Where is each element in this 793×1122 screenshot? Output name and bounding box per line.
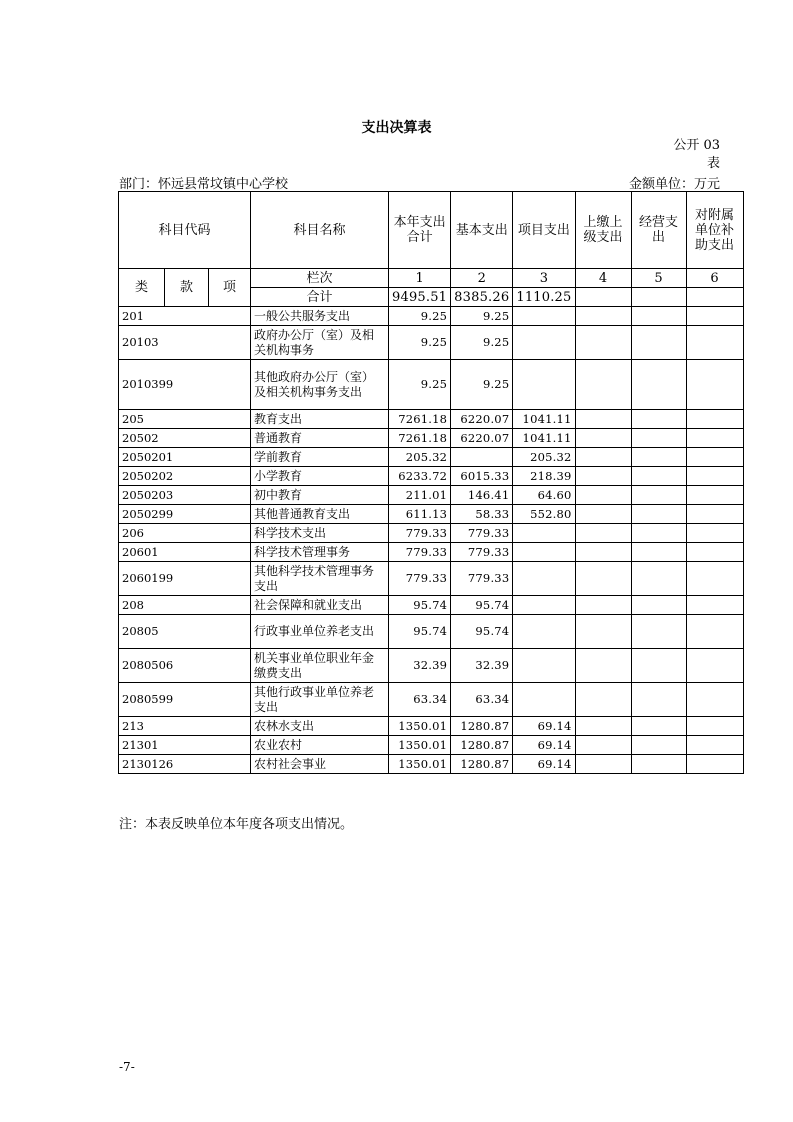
row-col6	[686, 543, 743, 562]
row-name: 农林水支出	[251, 717, 389, 736]
row-col1: 211.01	[389, 486, 451, 505]
row-code: 20103	[119, 326, 251, 360]
row-col3	[513, 596, 575, 615]
row-col3	[513, 649, 575, 683]
row-col5	[631, 467, 686, 486]
row-col6	[686, 486, 743, 505]
row-col1: 779.33	[389, 543, 451, 562]
table-row	[119, 360, 744, 410]
row-col2: 9.25	[451, 326, 513, 360]
table-row	[119, 410, 744, 429]
row-col2: 6220.07	[451, 429, 513, 448]
row-col1: 9.25	[389, 360, 451, 410]
header-lei: 类	[119, 269, 165, 307]
row-name: 学前教育	[251, 448, 389, 467]
row-col5	[631, 448, 686, 467]
amount-unit-label: 金额单位：万元	[628, 177, 720, 192]
row-col3: 69.14	[513, 755, 575, 774]
row-col1: 9.25	[389, 326, 451, 360]
row-col2: 1280.87	[451, 736, 513, 755]
row-col2: 9.25	[451, 360, 513, 410]
row-col1: 1350.01	[389, 717, 451, 736]
table-note: 注：本表反映单位本年度各项支出情况。	[119, 817, 354, 832]
row-col6	[686, 736, 743, 755]
row-col1: 95.74	[389, 615, 451, 649]
row-name: 其他政府办公厅（室）及相关机构事务支出	[251, 360, 389, 410]
row-col6	[686, 717, 743, 736]
row-col5	[631, 326, 686, 360]
row-col5	[631, 683, 686, 717]
col-number-1: 1	[389, 269, 451, 288]
table-row	[119, 486, 744, 505]
table-row	[119, 755, 744, 774]
row-col5	[631, 307, 686, 326]
row-col1: 95.74	[389, 596, 451, 615]
row-col3: 205.32	[513, 448, 575, 467]
row-col2: 146.41	[451, 486, 513, 505]
total-col5	[631, 288, 686, 307]
table-row	[119, 448, 744, 467]
row-col6	[686, 505, 743, 524]
row-col2: 1280.87	[451, 717, 513, 736]
row-col5	[631, 717, 686, 736]
row-col2: 779.33	[451, 562, 513, 596]
row-col3: 69.14	[513, 717, 575, 736]
form-code-line-2: 表	[706, 156, 720, 171]
row-col6	[686, 410, 743, 429]
row-code: 21301	[119, 736, 251, 755]
total-label: 合计	[251, 288, 389, 307]
row-col1: 779.33	[389, 562, 451, 596]
row-col1: 6233.72	[389, 467, 451, 486]
row-name: 政府办公厅（室）及相关机构事务	[251, 326, 389, 360]
row-code: 2130126	[119, 755, 251, 774]
table-row	[119, 562, 744, 596]
row-col5	[631, 505, 686, 524]
row-col6	[686, 615, 743, 649]
total-col3: 1110.25	[513, 288, 575, 307]
row-code: 2050202	[119, 467, 251, 486]
row-col5	[631, 524, 686, 543]
row-col4	[575, 410, 631, 429]
row-col2: 779.33	[451, 543, 513, 562]
row-col3: 1041.11	[513, 429, 575, 448]
header-col6: 对附属单位补助支出	[686, 192, 743, 269]
row-name: 机关事业单位职业年金缴费支出	[251, 649, 389, 683]
row-col5	[631, 429, 686, 448]
row-col3: 552.80	[513, 505, 575, 524]
row-col1: 9.25	[389, 307, 451, 326]
row-name: 农业农村	[251, 736, 389, 755]
header-col2: 基本支出	[451, 192, 513, 269]
row-col3	[513, 562, 575, 596]
row-col5	[631, 615, 686, 649]
header-col4: 上缴上级支出	[575, 192, 631, 269]
table-row	[119, 543, 744, 562]
row-col6	[686, 649, 743, 683]
row-col4	[575, 429, 631, 448]
total-col2: 8385.26	[451, 288, 513, 307]
row-col4	[575, 755, 631, 774]
row-code: 20601	[119, 543, 251, 562]
row-col6	[686, 683, 743, 717]
table-row	[119, 326, 744, 360]
row-col5	[631, 596, 686, 615]
row-name: 教育支出	[251, 410, 389, 429]
table-row	[119, 524, 744, 543]
row-col4	[575, 505, 631, 524]
col-number-3: 3	[513, 269, 575, 288]
row-col1: 611.13	[389, 505, 451, 524]
row-name: 其他科学技术管理事务支出	[251, 562, 389, 596]
row-col4	[575, 683, 631, 717]
row-col2: 32.39	[451, 649, 513, 683]
row-col3	[513, 524, 575, 543]
row-col1: 205.32	[389, 448, 451, 467]
row-col5	[631, 360, 686, 410]
row-col5	[631, 410, 686, 429]
row-code: 201	[119, 307, 251, 326]
row-col6	[686, 429, 743, 448]
total-col4	[575, 288, 631, 307]
header-col3: 项目支出	[513, 192, 575, 269]
row-col2	[451, 448, 513, 467]
row-col5	[631, 543, 686, 562]
col-number-2: 2	[451, 269, 513, 288]
row-code: 2060199	[119, 562, 251, 596]
header-row	[119, 192, 744, 269]
row-col3	[513, 683, 575, 717]
header-kuan: 款	[165, 269, 209, 307]
row-col6	[686, 596, 743, 615]
row-name: 初中教育	[251, 486, 389, 505]
row-name: 普通教育	[251, 429, 389, 448]
header-subject-code: 科目代码	[119, 192, 251, 269]
row-col1: 63.34	[389, 683, 451, 717]
form-code-line-1: 公开 03	[673, 138, 720, 153]
row-col3	[513, 615, 575, 649]
column-number-row	[119, 269, 744, 288]
row-col5	[631, 736, 686, 755]
row-col6	[686, 307, 743, 326]
row-col1: 32.39	[389, 649, 451, 683]
row-col2: 95.74	[451, 596, 513, 615]
row-code: 20805	[119, 615, 251, 649]
row-col4	[575, 717, 631, 736]
row-code: 208	[119, 596, 251, 615]
header-xiang: 项	[209, 269, 251, 307]
row-col4	[575, 326, 631, 360]
row-col2: 95.74	[451, 615, 513, 649]
page-number: -7-	[119, 1060, 135, 1074]
row-col4	[575, 543, 631, 562]
row-col6	[686, 524, 743, 543]
row-col3	[513, 543, 575, 562]
row-name: 社会保障和就业支出	[251, 596, 389, 615]
row-col1: 7261.18	[389, 410, 451, 429]
row-code: 213	[119, 717, 251, 736]
total-col1: 9495.51	[389, 288, 451, 307]
page-title: 支出决算表	[361, 120, 432, 136]
row-col4	[575, 649, 631, 683]
table-row	[119, 467, 744, 486]
table-row	[119, 683, 744, 717]
row-col4	[575, 562, 631, 596]
col-number-6: 6	[686, 269, 743, 288]
row-name: 其他行政事业单位养老支出	[251, 683, 389, 717]
row-col4	[575, 615, 631, 649]
row-col4	[575, 467, 631, 486]
col-number-4: 4	[575, 269, 631, 288]
row-col4	[575, 360, 631, 410]
row-col2: 63.34	[451, 683, 513, 717]
row-col3	[513, 326, 575, 360]
row-name: 科学技术支出	[251, 524, 389, 543]
row-col4	[575, 596, 631, 615]
row-col1: 1350.01	[389, 755, 451, 774]
row-col6	[686, 562, 743, 596]
row-col5	[631, 649, 686, 683]
header-subject-name: 科目名称	[251, 192, 389, 269]
row-col6	[686, 326, 743, 360]
department-label: 部门：怀远县常坟镇中心学校	[119, 177, 289, 192]
table-row	[119, 429, 744, 448]
row-code: 2080506	[119, 649, 251, 683]
row-col6	[686, 755, 743, 774]
row-code: 205	[119, 410, 251, 429]
row-name: 一般公共服务支出	[251, 307, 389, 326]
row-col2: 6220.07	[451, 410, 513, 429]
row-name: 其他普通教育支出	[251, 505, 389, 524]
row-col1: 7261.18	[389, 429, 451, 448]
row-col2: 58.33	[451, 505, 513, 524]
table-row	[119, 649, 744, 683]
row-col4	[575, 736, 631, 755]
table-row	[119, 615, 744, 649]
row-col4	[575, 524, 631, 543]
table-row	[119, 307, 744, 326]
row-col4	[575, 486, 631, 505]
row-col3: 69.14	[513, 736, 575, 755]
table-row	[119, 596, 744, 615]
row-name: 科学技术管理事务	[251, 543, 389, 562]
row-name: 小学教育	[251, 467, 389, 486]
row-col2: 9.25	[451, 307, 513, 326]
row-code: 2050201	[119, 448, 251, 467]
row-col4	[575, 448, 631, 467]
row-col2: 6015.33	[451, 467, 513, 486]
row-col3: 1041.11	[513, 410, 575, 429]
col-number-5: 5	[631, 269, 686, 288]
row-code: 2080599	[119, 683, 251, 717]
row-col2: 779.33	[451, 524, 513, 543]
row-col4	[575, 307, 631, 326]
row-col6	[686, 448, 743, 467]
row-code: 2050203	[119, 486, 251, 505]
row-col3	[513, 307, 575, 326]
table-row	[119, 736, 744, 755]
table-row	[119, 505, 744, 524]
row-col6	[686, 467, 743, 486]
row-code: 206	[119, 524, 251, 543]
row-col2: 1280.87	[451, 755, 513, 774]
row-col5	[631, 755, 686, 774]
row-col1: 779.33	[389, 524, 451, 543]
row-col3: 218.39	[513, 467, 575, 486]
row-col5	[631, 486, 686, 505]
row-col1: 1350.01	[389, 736, 451, 755]
row-code: 2010399	[119, 360, 251, 410]
row-col3	[513, 360, 575, 410]
row-col5	[631, 562, 686, 596]
total-col6	[686, 288, 743, 307]
form-code	[660, 137, 720, 173]
header-lanci: 栏次	[251, 269, 389, 288]
expenditure-table	[118, 191, 744, 774]
table-row	[119, 717, 744, 736]
header-col5: 经营支出	[631, 192, 686, 269]
row-code: 20502	[119, 429, 251, 448]
header-col1: 本年支出合计	[389, 192, 451, 269]
row-name: 行政事业单位养老支出	[251, 615, 389, 649]
row-col6	[686, 360, 743, 410]
row-col3: 64.60	[513, 486, 575, 505]
row-name: 农村社会事业	[251, 755, 389, 774]
row-code: 2050299	[119, 505, 251, 524]
